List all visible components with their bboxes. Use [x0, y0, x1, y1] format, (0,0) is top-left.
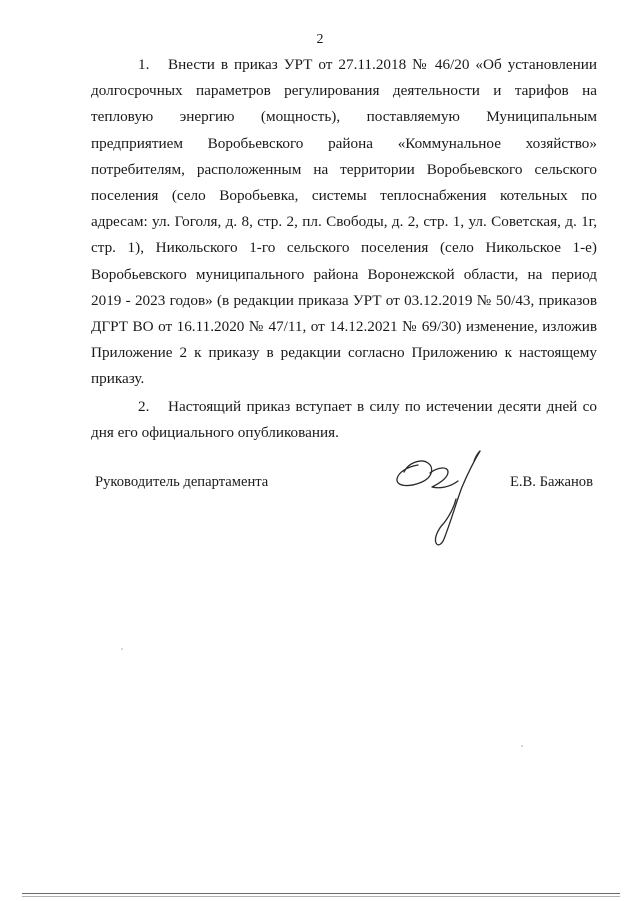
clause-1-number: 1. — [138, 56, 150, 73]
clause-2-text: Настоящий приказ вступает в силу по истечении десяти дней со дня его официального опубликования. — [91, 397, 597, 441]
clause-2-number: 2. — [138, 397, 150, 415]
scan-edge-line — [22, 896, 620, 897]
handwritten-signature — [388, 443, 488, 553]
clause-2 — [91, 394, 597, 446]
clause-1 — [91, 52, 597, 393]
signatory-title: Руководитель департамента — [95, 474, 269, 490]
clause-1-text: Внести в приказ УРТ от 27.11.2018 № 46/20 «Об установлении долгосрочных параметров регулирования деятельности и тарифов на тепловую энергию (мощность), поставляемую Муниципальным предприятием Воробьевского района «Коммунальное хозяйство» потребителям, расположенным на территории Воробьевского сельского поселения (село Воробьевка, системы теплоснабжения котельных по адресам: ул. Гоголя, д. 8, стр. 2, пл. Свободы, д. 2, стр. 1, ул. Советская, д. 1г, стр. 1), Никольского 1-го сельского поселения (село Никольское 1-е) Воробьевского муниципального района Воронежской области, на период 2019 - 2023 годов» (в редакции приказа УРТ от 03.12.2019 № 50/43, приказов ДГРТ ВО от 16.11.2020 № 47/11, от 14.12.2021 № 69/30) изменение, изложив Приложение 2 к приказу в редакции согласно Приложению к настоящему приказу. — [91, 56, 597, 388]
scan-edge-line — [22, 893, 620, 894]
scan-speck — [521, 745, 523, 747]
signature-block — [95, 470, 595, 500]
page-number: 2 — [316, 32, 324, 47]
scan-speck — [121, 648, 123, 650]
signatory-name: Е.В. Бажанов — [509, 474, 593, 490]
document-body — [91, 52, 597, 446]
